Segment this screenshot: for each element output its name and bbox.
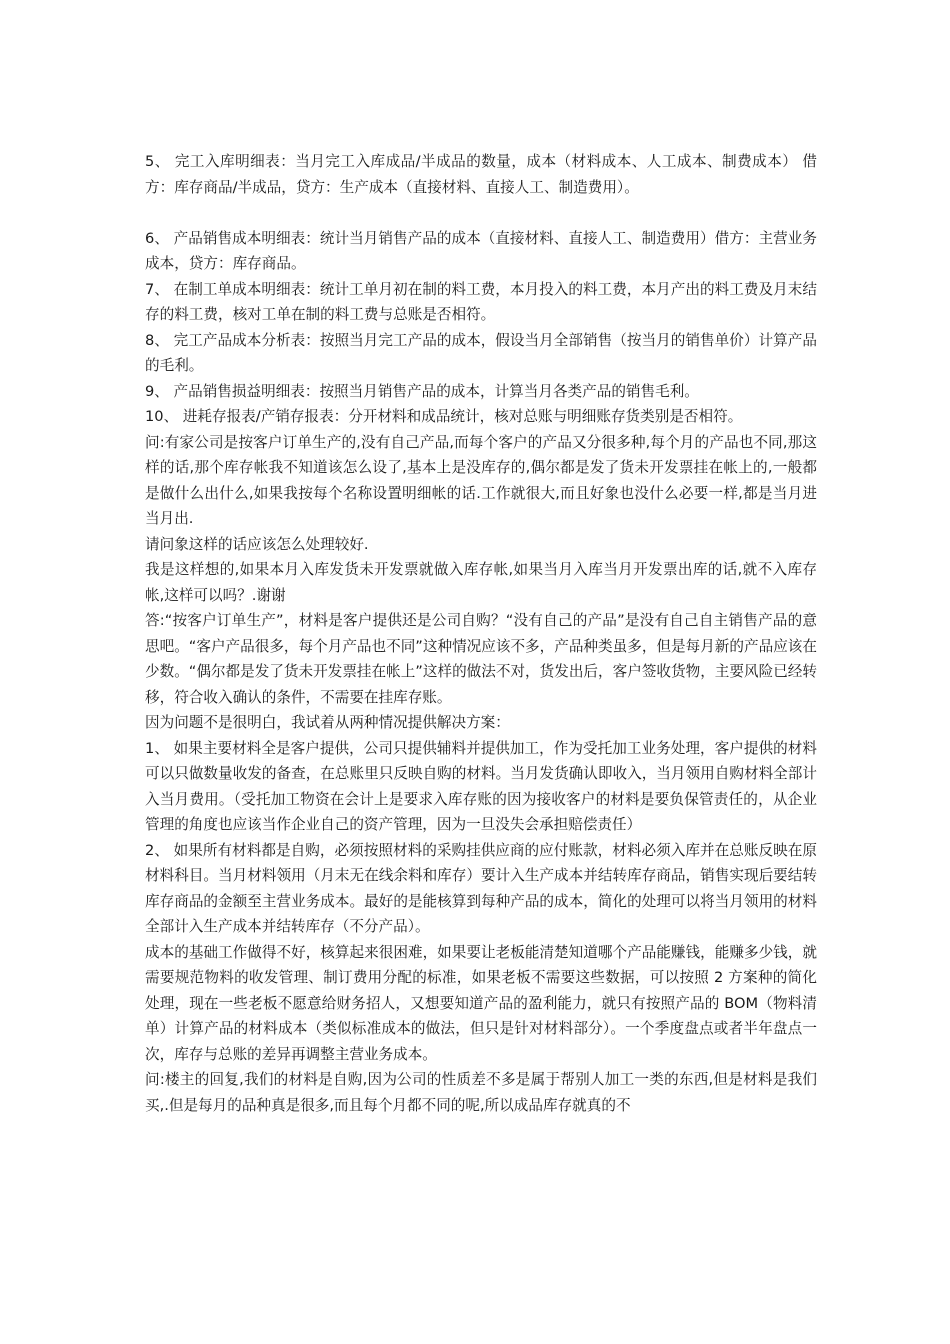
answer-paragraph: 答:“按客户订单生产”，材料是客户提供还是公司自购？“没有自己的产品”是没有自己自主销售产品的意思吧。“客户产品很多，每个月产品也不同”这种情况应该不多，产品种类虽多，但是每月新的产品应该在少数。“偶尔都是发了货未开发票挂在帐上”这样的做法不对，货发出后，客户签收货物，主要风险已经转移，符合收入确认的条件，不需要在挂库存账。 [145, 612, 817, 706]
question-paragraph: 问:有家公司是按客户订单生产的,没有自己产品,而每个客户的产品又分很多种,每个月的产品也不同,那这样的话,那个库存帐我不知道该怎么设了,基本上是没库存的,偶尔都是发了货未开发票挂在帐上的,一般都是做什么出什么,如果我按每个名称设置明细帐的话.工作就很大,而且好象也没什么必要一样,都是当月进当月出. [145, 433, 817, 527]
paragraph-item-7: 7、 在制工单成本明细表：统计工单月初在制的料工费，本月投入的料工费，本月产出的料工费及月末结存的料工费，核对工单在制的料工费与总账是否相符。 [145, 280, 817, 323]
paragraph-item-8: 8、 完工产品成本分析表：按照当月完工产品的成本，假设当月全部销售（按当月的销售单价）计算产品的毛利。 [145, 331, 817, 374]
question-followup: 请问象这样的话应该怎么处理较好. [145, 535, 369, 553]
followup-question: 问:楼主的回复,我们的材料是自购,因为公司的性质差不多是属于帮别人加工一类的东西,但是材料是我们买,.但是每月的品种真是很多,而且每个月都不同的呢,所以成品库存就真的不 [145, 1071, 817, 1114]
paragraph-item-6: 6、 产品销售成本明细表：统计当月销售产品的成本（直接材料、直接人工、制造费用）借方：主营业务成本，贷方：库存商品。 [145, 229, 817, 272]
solution-2: 2、 如果所有材料都是自购，必须按照材料的采购挂供应商的应付账款，材料必须入库并在总账反映在原材料科目。当月材料领用（月末无在线余料和库存）要计入生产成本并结转库存商品，销售实现后要结转库存商品的金额至主营业务成本。最好的是能核算到每种产品的成本，简化的处理可以将当月领用的材料全部计入生产成本并结转库存（不分产品）。 [145, 841, 817, 935]
solution-1: 1、 如果主要材料全是客户提供，公司只提供辅料并提供加工，作为受托加工业务处理，客户提供的材料可以只做数量收发的备查，在总账里只反映自购的材料。当月发货确认即收入，当月领用自购材料全部计入当月费用。（受托加工物资在会计上是要求入库存账的因为接收客户的材料是要负保管责任的，从企业管理的角度也应该当作企业自己的资产管理，因为一旦没失会承担赔偿责任） [145, 739, 817, 833]
paragraph-spacer [145, 200, 817, 226]
document-body [145, 149, 817, 1118]
conclusion-paragraph: 成本的基础工作做得不好，核算起来很困难，如果要让老板能清楚知道哪个产品能赚钱，能赚多少钱，就需要规范物料的收发管理、制订费用分配的标准，如果老板不需要这些数据，可以按照 2 方案种的简化处理，现在一些老板不愿意给财务招人，又想要知道产品的盈利能力，就只有按照产品的 BOM（物料清单）计算产品的材料成本（类似标准成本的做法，但只是针对材料部分）。一个季度盘点或者半年盘点一次，库存与总账的差异再调整主营业务成本。 [145, 943, 817, 1063]
paragraph-item-9: 9、 产品销售损益明细表：按照当月销售产品的成本，计算当月各类产品的销售毛利。 [145, 382, 699, 400]
paragraph-item-5: 5、 完工入库明细表：当月完工入库成品/半成品的数量，成本（材料成本、人工成本、制费成本） 借方：库存商品/半成品，贷方：生产成本（直接材料、直接人工、制造费用）。 [145, 153, 817, 196]
question-proposal: 我是这样想的,如果本月入库发货未开发票就做入库存帐,如果当月入库当月开发票出库的话,就不入库存帐,这样可以吗？.谢谢 [145, 561, 817, 604]
paragraph-item-10: 10、 进耗存报表/产销存报表：分开材料和成品统计，核对总账与明细账存货类别是否相符。 [145, 408, 743, 425]
answer-intro: 因为问题不是很明白，我试着从两种情况提供解决方案： [145, 714, 510, 731]
